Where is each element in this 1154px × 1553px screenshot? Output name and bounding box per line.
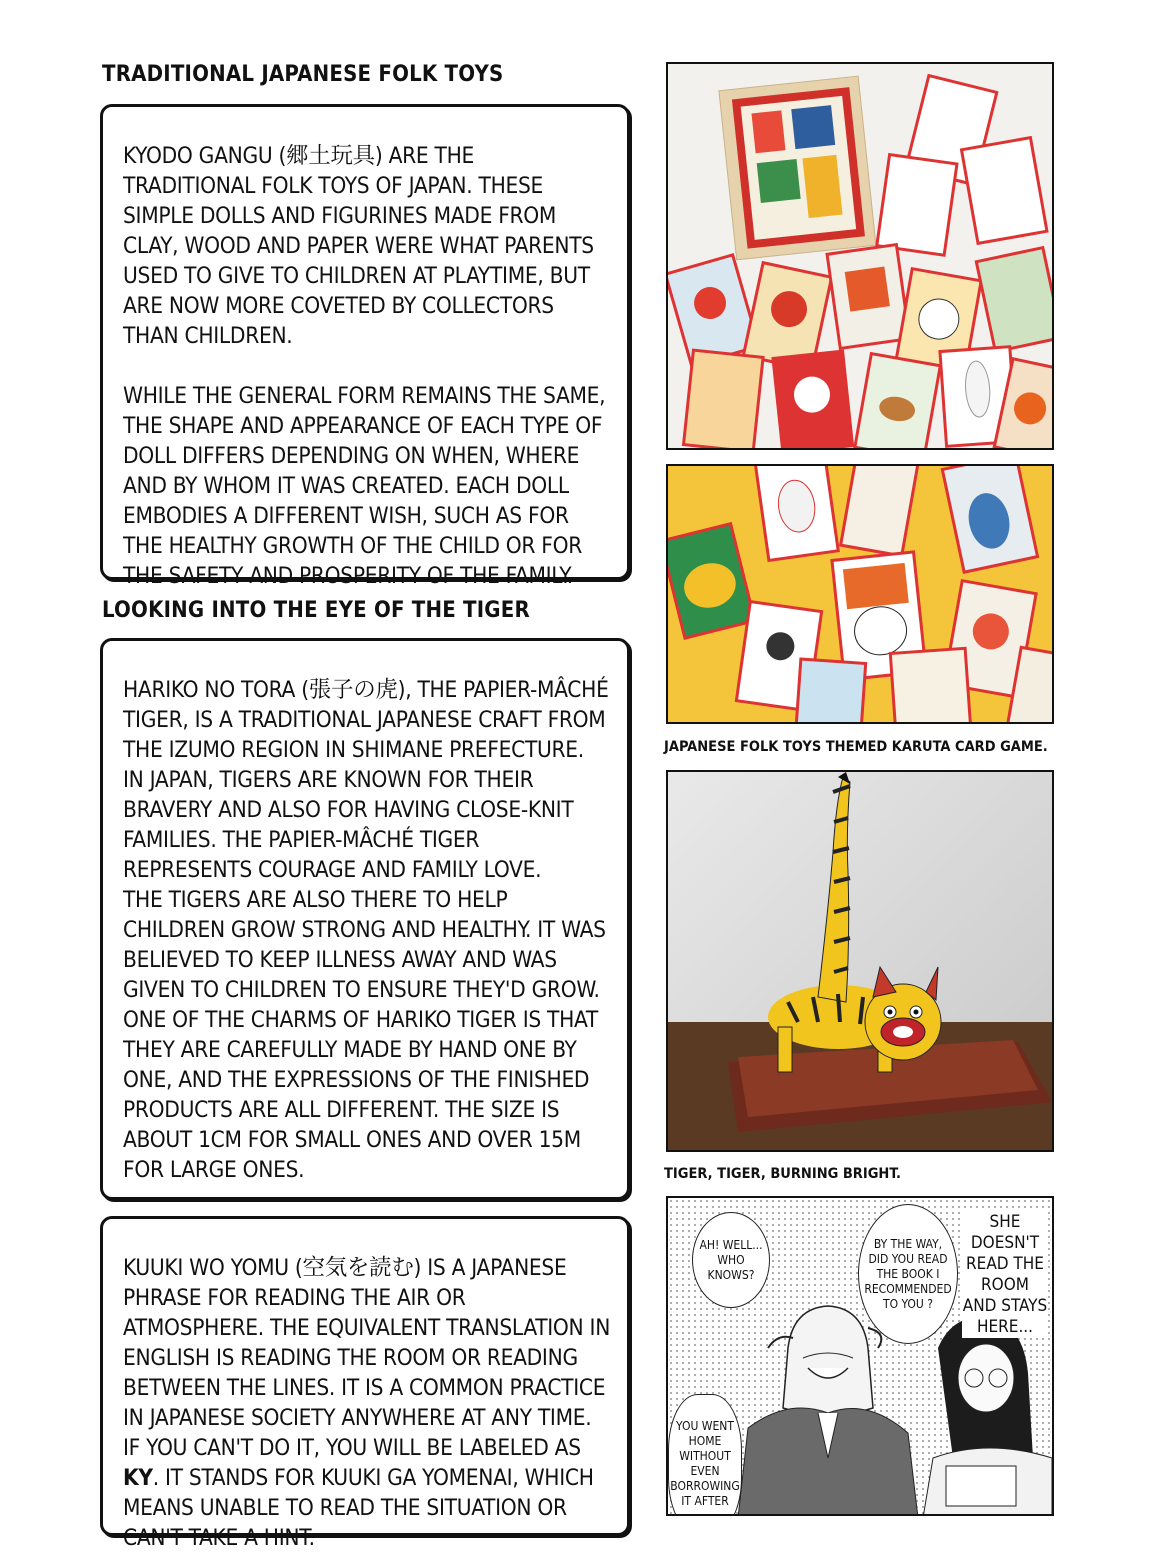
tiger-paragraph-2: IN JAPAN, TIGERS ARE KNOWN FOR THEIR BRAVERY AND ALSO FOR HAVING CLOSE-KNIT FAMILIES. THE PAPIER-MÂCHÉ TIGER REPRESENTS COURAGE AND FAMILY LOVE. [123,767,574,883]
karuta-cards-photo [666,62,1054,450]
folk-toys-paragraph-1: KYODO GANGU (郷土玩具) ARE THE TRADITIONAL FOLK TOYS OF JAPAN. THESE SIMPLE DOLLS AND FIGURINES MADE FROM CLAY, WOOD AND PAPER WERE WHAT PARENTS USED TO GIVE TO CHILDREN AT PLAYTIME, BUT ARE NOW MORE COVETED BY COLLECTORS THAN CHILDREN. [123,143,594,349]
ky-keyword: KY [123,1465,153,1491]
section-heading-folk-toys: TRADITIONAL JAPANESE FOLK TOYS [102,62,504,87]
manga-panel [666,1196,1054,1516]
karuta-cards-illustration [668,64,1052,448]
section-heading-tiger: LOOKING INTO THE EYE OF THE TIGER [102,598,530,623]
manga-bubble-1: AH! WELL... WHO KNOWS? [692,1212,770,1308]
manga-bubble-2: BY THE WAY, DID YOU READ THE BOOK I RECOMMENDED TO YOU ? [858,1204,958,1344]
kuuki-text-box [100,1216,630,1551]
tiger-paragraph-4: ONE OF THE CHARMS OF HARIKO TIGER IS THAT THEY ARE CAREFULLY MADE BY HAND ONE BY ONE, AND THE EXPRESSIONS OF THE FINISHED PRODUCTS ARE ALL DIFFERENT. THE SIZE IS ABOUT 1CM FOR SMALL ONES AND OVER 15M FOR LARGE ONES. [123,1007,598,1183]
hariko-tiger-photo [666,770,1054,1152]
manga-narration-3: SHE DOESN'T READ THE ROOM AND STAYS HERE... [962,1212,1048,1337]
kuuki-paragraph: KUUKI WO YOMU (空気を読む) IS A JAPANESE PHRASE FOR READING THE AIR OR ATMOSPHERE. THE EQUIVALENT TRANSLATION IN ENGLISH IS READING THE ROOM OR READING BETWEEN THE LINES. IT IS A COMMON PRACTICE IN JAPANESE SOCIETY ANYWHERE AT ANY TIME. IF YOU CAN'T DO IT, YOU WILL BE LABELED AS KY. IT STANDS FOR KUUKI GA YOMENAI, WHICH MEANS UNABLE TO READ THE SITUATION OR CAN'T TAKE A HINT. [123,1255,611,1551]
tiger-text-box [100,638,630,1200]
folk-toys-paragraph-2: WHILE THE GENERAL FORM REMAINS THE SAME, THE SHAPE AND APPEARANCE OF EACH TYPE OF DOLL DIFFERS DEPENDING ON WHEN, WHERE AND BY WHOM IT WAS CREATED. EACH DOLL EMBODIES A DIFFERENT WISH, SUCH AS FOR THE HEALTHY GROWTH OF THE CHILD OR FOR THE SAFETY AND PROSPERITY OF THE FAMILY. [123,383,606,589]
tiger-caption: TIGER, TIGER, BURNING BRIGHT. [664,1166,901,1182]
tiger-paragraph-1: HARIKO NO TORA (張子の虎), THE PAPIER-MÂCHÉ TIGER, IS A TRADITIONAL JAPANESE CRAFT FROM THE IZUMO REGION IN SHIMANE PREFECTURE. [123,677,609,763]
karuta-cards-closeup-photo [666,464,1054,724]
manga-bubble-4: YOU WENT HOME WITHOUT EVEN BORROWING IT AFTER [668,1394,742,1516]
karuta-closeup-illustration [668,466,1052,722]
hariko-tiger-illustration [668,772,1052,1150]
karuta-caption: JAPANESE FOLK TOYS THEMED KARUTA CARD GAME. [664,739,1048,755]
tiger-paragraph-3: THE TIGERS ARE ALSO THERE TO HELP CHILDREN GROW STRONG AND HEALTHY. IT WAS BELIEVED TO KEEP ILLNESS AWAY AND WAS GIVEN TO CHILDREN TO ENSURE THEY'D GROW. [123,887,606,1003]
folk-toys-text-box [100,104,630,589]
